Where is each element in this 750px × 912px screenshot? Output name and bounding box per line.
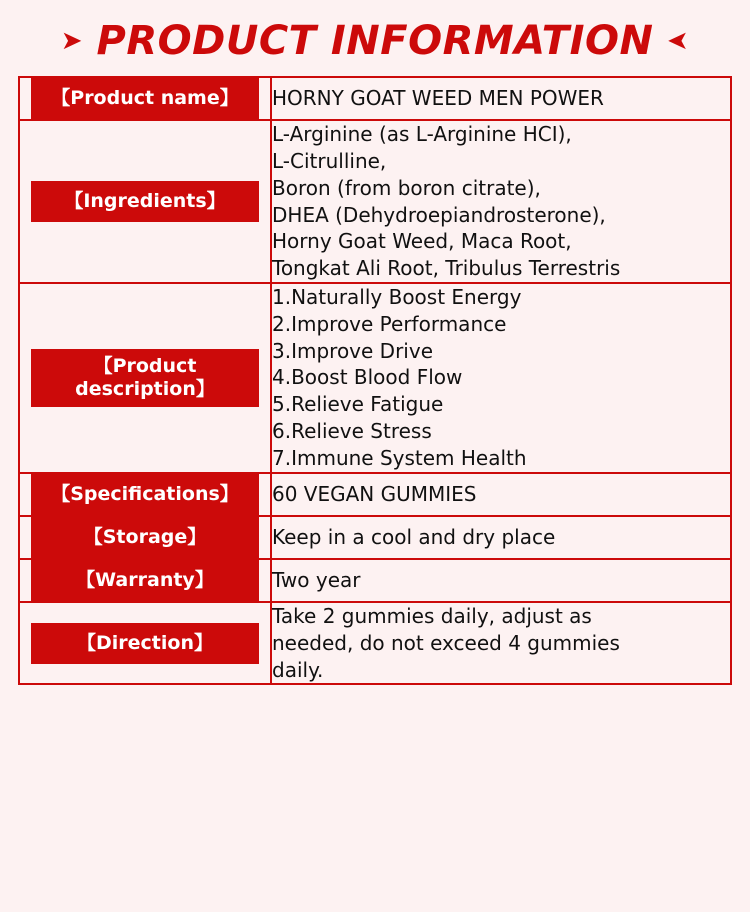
value-line: needed, do not exceed 4 gummies [272,630,620,655]
value-line: 4.Boost Blood Flow [272,365,463,390]
value-line: 3.Improve Drive [272,338,433,363]
value-line: 7.Immune System Health [272,445,527,470]
table-row [19,602,731,684]
row-label-product-description [19,283,271,473]
label-chip: 【Specifications】 [31,474,259,515]
page-header [18,12,732,70]
row-label-warranty [19,559,271,602]
value-line: HORNY GOAT WEED MEN POWER [272,86,604,111]
row-value-specifications [271,473,731,516]
value-line: 6.Relieve Stress [272,418,432,443]
label-chip: 【Product name】 [31,78,259,119]
value-line: daily. [272,657,324,682]
table-row [19,473,731,516]
page-title: PRODUCT INFORMATION [96,18,654,64]
table-row [19,77,731,120]
left-triangle-icon: ➤ [667,26,690,56]
row-value-storage [271,516,731,559]
label-chip: 【Product description】 [31,349,259,407]
row-label-specifications [19,473,271,516]
value-line: 60 VEGAN GUMMIES [272,481,477,506]
label-chip: 【Warranty】 [31,560,259,601]
value-line: Two year [272,568,361,593]
value-line: Tongkat Ali Root, Tribulus Terrestris [272,256,621,281]
row-label-direction [19,602,271,684]
value-line: 1.Naturally Boost Energy [272,284,522,309]
product-information-table [18,76,732,685]
label-chip: 【Ingredients】 [31,181,259,222]
value-line: Horny Goat Weed, Maca Root, [272,229,572,254]
label-chip: 【Storage】 [31,517,259,558]
row-value-direction [271,602,731,684]
value-line: Keep in a cool and dry place [272,524,556,549]
row-label-storage [19,516,271,559]
right-triangle-icon: ➤ [60,26,83,56]
table-row [19,516,731,559]
row-label-product-name [19,77,271,120]
value-line: Boron (from boron citrate), [272,175,541,200]
value-line: 5.Relieve Fatigue [272,392,444,417]
value-line: L-Citrulline, [272,148,387,173]
row-label-ingredients [19,120,271,283]
value-line: Take 2 gummies daily, adjust as [272,604,592,629]
label-chip: 【Direction】 [31,623,259,664]
value-line: DHEA (Dehydroepiandrosterone), [272,202,606,227]
table-row [19,559,731,602]
table-row [19,283,731,473]
row-value-product-description [271,283,731,473]
row-value-product-name [271,77,731,120]
table-row [19,120,731,283]
value-line: 2.Improve Performance [272,311,507,336]
value-line: L-Arginine (as L-Arginine HCI), [272,122,572,147]
row-value-warranty [271,559,731,602]
row-value-ingredients [271,120,731,283]
